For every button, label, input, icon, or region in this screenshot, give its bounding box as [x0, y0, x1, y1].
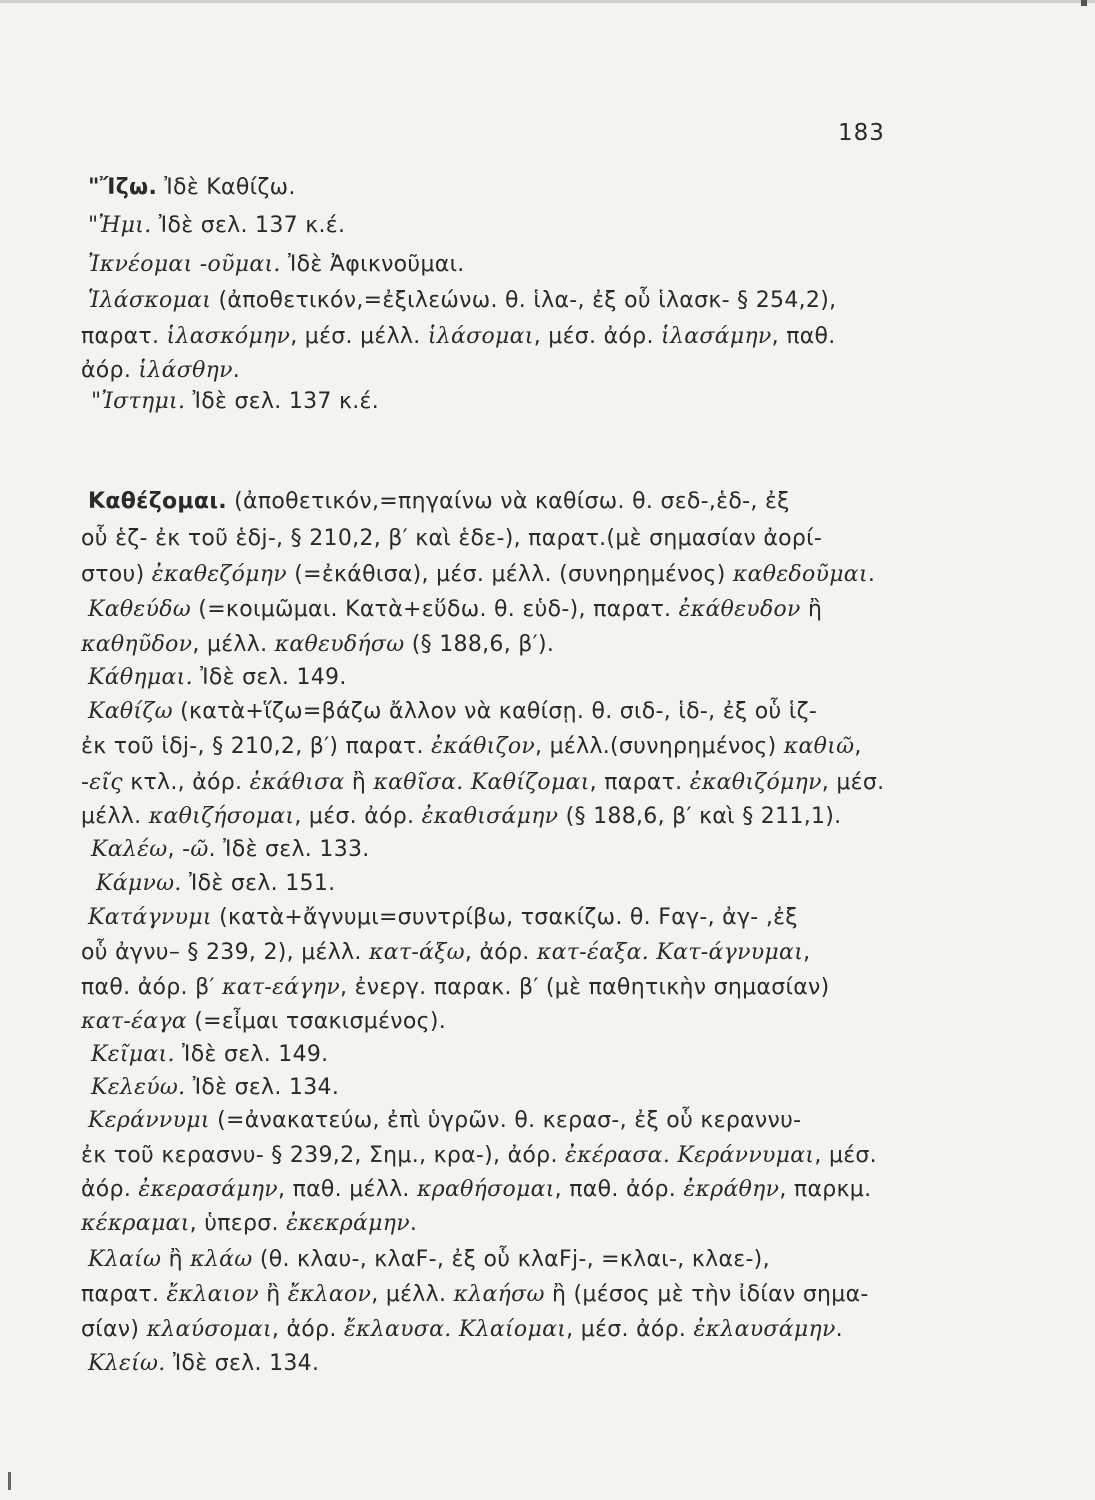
- entry-line: "Ἰστημι. Ἰδὲ σελ. 137 κ.έ.: [91, 389, 380, 414]
- entry-line: Κεῖμαι. Ἰδὲ σελ. 149.: [91, 1042, 329, 1067]
- entry-line: "Ἠμι. Ἰδὲ σελ. 137 κ.έ.: [88, 213, 346, 238]
- edge-mark: [8, 1472, 11, 1490]
- entry-line: ἐκ τοῦ κερασνυ- § 239,2, Σημ., κρα-), ἀόρ. ἐκέρασα. Κεράννυμαι, μέσ.: [81, 1143, 877, 1168]
- entry-line: οὗ ἑζ- ἐκ τοῦ ἑδj-, § 210,2, β′ καὶ ἑδε-), παρατ.(μὲ σημασίαν ἀορί-: [81, 526, 823, 551]
- entry-line: Ἱλάσκομαι (ἀποθετικόν,=ἐξιλεώνω. θ. ἱλα-, ἐξ οὗ ἱλασκ- § 254,2),: [88, 288, 837, 313]
- entry-line: Κελεύω. Ἰδὲ σελ. 134.: [91, 1075, 340, 1100]
- entry-line: κέκραμαι, ὑπερσ. ἐκεκράμην.: [81, 1211, 418, 1236]
- entry-line: "Ἴζω. Ἰδὲ Καθίζω.: [88, 175, 296, 200]
- entry-line: ἀόρ. ἐκερασάμην, παθ. μέλλ. κραθήσομαι, παθ. ἀόρ. ἐκράθην, παρκμ.: [81, 1177, 872, 1202]
- entry-line: -εῖς κτλ., ἀόρ. ἐκάθισα ἢ καθῖσα. Καθίζομαι, παρατ. ἐκαθιζόμην, μέσ.: [81, 770, 885, 795]
- entry-line: στου) ἐκαθεζόμην (=ἐκάθισα), μέσ. μέλλ. (συνηρημένος) καθεδοῦμαι.: [81, 562, 876, 587]
- entry-line: μέλλ. καθιζήσομαι, μέσ. ἀόρ. ἐκαθισάμην (§ 188,6, β′ καὶ § 211,1).: [81, 804, 842, 829]
- entry-line: Ἰκνέομαι -οῦμαι. Ἰδὲ Ἀφικνοῦμαι.: [88, 252, 465, 277]
- entry-line: ἀόρ. ἱλάσθην.: [81, 358, 241, 383]
- entry-line: Καθέζομαι. (ἀποθετικόν,=πηγαίνω νὰ καθίσω. θ. σεδ-,ἑδ-, ἐξ: [88, 489, 790, 514]
- entry-line: οὗ ἀγνυ– § 239, 2), μέλλ. κατ-άξω, ἀόρ. κατ-έαξα. Κατ-άγνυμαι,: [81, 940, 811, 965]
- entry-line: παρατ. ἔκλαιον ἢ ἔκλαον, μέλλ. κλαήσω ἢ (μέσος μὲ τὴν ἰδίαν σημα-: [81, 1282, 869, 1307]
- entry-line: Καλέω, -ῶ. Ἰδὲ σελ. 133.: [91, 837, 370, 862]
- entry-line: καθηῦδον, μέλλ. καθευδήσω (§ 188,6, β′).: [81, 632, 555, 657]
- top-edge-rule: [0, 0, 1095, 3]
- entry-line: ἐκ τοῦ ἱδj-, § 210,2, β′) παρατ. ἐκάθιζον, μέλλ.(συνηρημένος) καθιῶ,: [81, 734, 862, 759]
- entry-line: Κλαίω ἢ κλάω (θ. κλαυ-, κλαϜ-, ἐξ οὗ κλαϜj-, =κλαι-, κλαε-),: [88, 1247, 770, 1272]
- corner-mark: [1081, 0, 1087, 6]
- entry-line: Κάθημαι. Ἰδὲ σελ. 149.: [88, 665, 347, 690]
- entry-line: Καθεύδω (=κοιμῶμαι. Κατὰ+εὕδω. θ. εὑδ-), παρατ. ἐκάθευδον ἢ: [88, 597, 823, 622]
- entry-line: Κλείω. Ἰδὲ σελ. 134.: [88, 1351, 320, 1376]
- entry-line: παθ. ἀόρ. β′ κατ-εάγην, ἐνεργ. παρακ. β′ (μὲ παθητικὴν σημασίαν): [81, 975, 830, 1000]
- entry-line: σίαν) κλαύσομαι, ἀόρ. ἔκλαυσα. Κλαίομαι, μέσ. ἀόρ. ἐκλαυσάμην.: [81, 1317, 843, 1342]
- entry-line: Κεράννυμι (=ἀνακατεύω, ἐπὶ ὑγρῶν. θ. κερασ-, ἐξ οὗ κεραννυ-: [88, 1108, 802, 1133]
- entry-line: παρατ. ἱλασκόμην, μέσ. μέλλ. ἱλάσομαι, μέσ. ἀόρ. ἱλασάμην, παθ.: [81, 324, 836, 349]
- entry-line: κατ-έαγα (=εἶμαι τσακισμένος).: [81, 1009, 447, 1034]
- entry-line: Κατάγνυμι (κατὰ+ἄγνυμι=συντρίβω, τσακίζω. θ. Ϝαγ-, ἀγ- ,ἐξ: [88, 905, 798, 930]
- entry-line: Καθίζω (κατὰ+ἵζω=βάζω ἄλλον νὰ καθίσῃ. θ. σιδ-, ἱδ-, ἐξ οὗ ἱζ-: [88, 699, 818, 724]
- page-number: 183: [838, 120, 885, 146]
- entry-line: Κάμνω. Ἰδὲ σελ. 151.: [96, 871, 336, 896]
